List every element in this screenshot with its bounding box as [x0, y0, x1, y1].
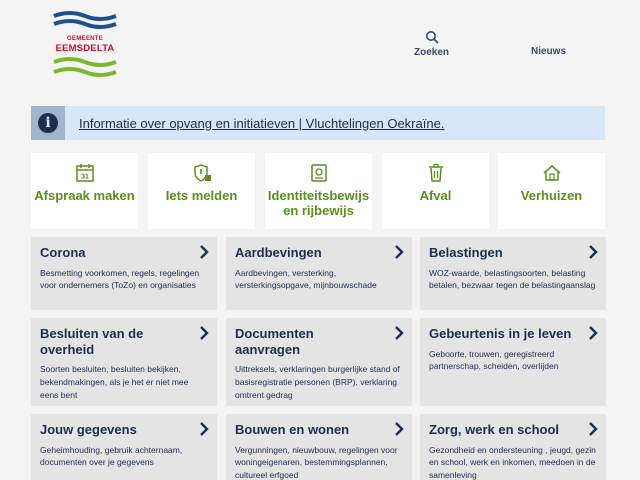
alert-link[interactable]: Informatie over opvang en initiatieven | Vluchtelingen Oekraïne.	[79, 115, 445, 131]
chevron-right-icon	[588, 422, 598, 436]
quick-link-label: Iets melden	[165, 188, 238, 203]
quick-link-label: Afval	[419, 188, 452, 203]
topic-card-gegevens[interactable]	[31, 414, 217, 480]
chevron-right-icon	[199, 422, 209, 436]
card-description: Soorten besluiten, besluiten bekijken, bekendmakingen, als je het er niet mee eens bent	[40, 364, 189, 400]
topic-card-besluiten[interactable]	[31, 318, 217, 406]
chevron-right-icon	[588, 245, 598, 259]
report-icon	[192, 163, 212, 183]
topic-card-bouwen[interactable]	[226, 414, 412, 480]
topic-card-documenten[interactable]	[226, 318, 412, 406]
house-icon	[542, 163, 562, 183]
chevron-right-icon	[199, 245, 209, 259]
chevron-right-icon	[394, 422, 404, 436]
trash-icon	[426, 163, 446, 183]
chevron-right-icon	[199, 326, 209, 340]
alert-banner[interactable]	[31, 106, 605, 140]
topic-card-zorg[interactable]	[420, 414, 606, 480]
nav-search[interactable]	[414, 30, 449, 58]
quick-link-identiteitsbewijs[interactable]	[265, 153, 372, 229]
topic-card-aardbevingen[interactable]	[226, 237, 412, 310]
quick-link-label: Verhuizen	[520, 188, 583, 203]
card-description: Geboorte, trouwen, geregistreerd partnerschap, scheiden, overlijden	[429, 348, 559, 372]
calendar-icon	[75, 163, 95, 183]
chevron-right-icon	[394, 326, 404, 340]
card-description: Gezondheid en ondersteuning , jeugd, gezin en school, werk en inkomen, meedoen in de samenleving	[429, 444, 596, 480]
alert-icon-box	[31, 106, 65, 140]
card-description: WOZ-waarde, belastingsoorten, belasting betalen, bezwaar tegen de belastingaanslag	[429, 267, 596, 291]
card-title: Gebeurtenis in je leven	[429, 326, 572, 341]
passport-icon	[309, 163, 329, 183]
logo-text-gemeente: GEMEENTE	[66, 36, 104, 42]
nav-search-label: Zoeken	[414, 47, 450, 58]
card-title: Jouw gegevens	[40, 422, 137, 437]
topic-card-corona[interactable]	[31, 237, 217, 310]
card-title: Aardbevingen	[235, 245, 322, 260]
card-title: Belastingen	[429, 245, 503, 260]
quick-link-label: Identiteitsbewijs en rijbewijs	[267, 188, 370, 218]
card-description: Besmetting voorkomen, regels, regelingen voor ondernemers (ToZo) en organisaties	[40, 267, 200, 291]
topic-card-gebeurtenis[interactable]	[420, 318, 606, 406]
card-description: Aardbevingen, versterking, versterkingsopgave, mijnbouwschade	[235, 267, 377, 291]
card-description: Geheimhouding, gebruik achternaam, documenten over je gegevens	[40, 444, 183, 468]
card-description: Vergunningen, nieuwbouw, regelingen voor woningeigenaren, bestemmingsplannen, cultureel erfgoed	[235, 444, 398, 480]
topic-card-belastingen[interactable]	[420, 237, 606, 310]
logo-gemeente-eemsdelta[interactable]	[52, 10, 118, 82]
logo-text-eemsdelta: EEMSDELTA	[55, 43, 115, 54]
calendar-day-text: 31	[80, 173, 89, 181]
quick-link-afspraak[interactable]	[31, 153, 138, 229]
logo-waves-blue	[52, 10, 118, 34]
card-title: Documenten aanvragen	[235, 326, 314, 357]
quick-link-melden[interactable]	[148, 153, 255, 229]
card-description: Uittreksels, verklaringen burgerlijke stand of basisregistratie personen (BRP), verklaring omtrent gedrag	[235, 364, 400, 400]
card-title: Zorg, werk en school	[429, 422, 560, 437]
chevron-right-icon	[588, 326, 598, 340]
card-title: Bouwen en wonen	[235, 422, 350, 437]
card-title: Corona	[40, 245, 86, 260]
search-icon	[425, 30, 439, 44]
quick-link-label: Afspraak maken	[34, 188, 135, 203]
logo-waves-green	[52, 56, 118, 82]
site-header	[0, 0, 640, 90]
nav-news-label: Nieuws	[531, 46, 567, 57]
card-title: Besluiten van de overheid	[40, 326, 144, 357]
quick-link-afval[interactable]	[382, 153, 489, 229]
nav-news[interactable]	[531, 46, 566, 57]
info-icon: i	[38, 113, 58, 133]
chevron-right-icon	[394, 245, 404, 259]
quick-link-verhuizen[interactable]	[498, 153, 605, 229]
